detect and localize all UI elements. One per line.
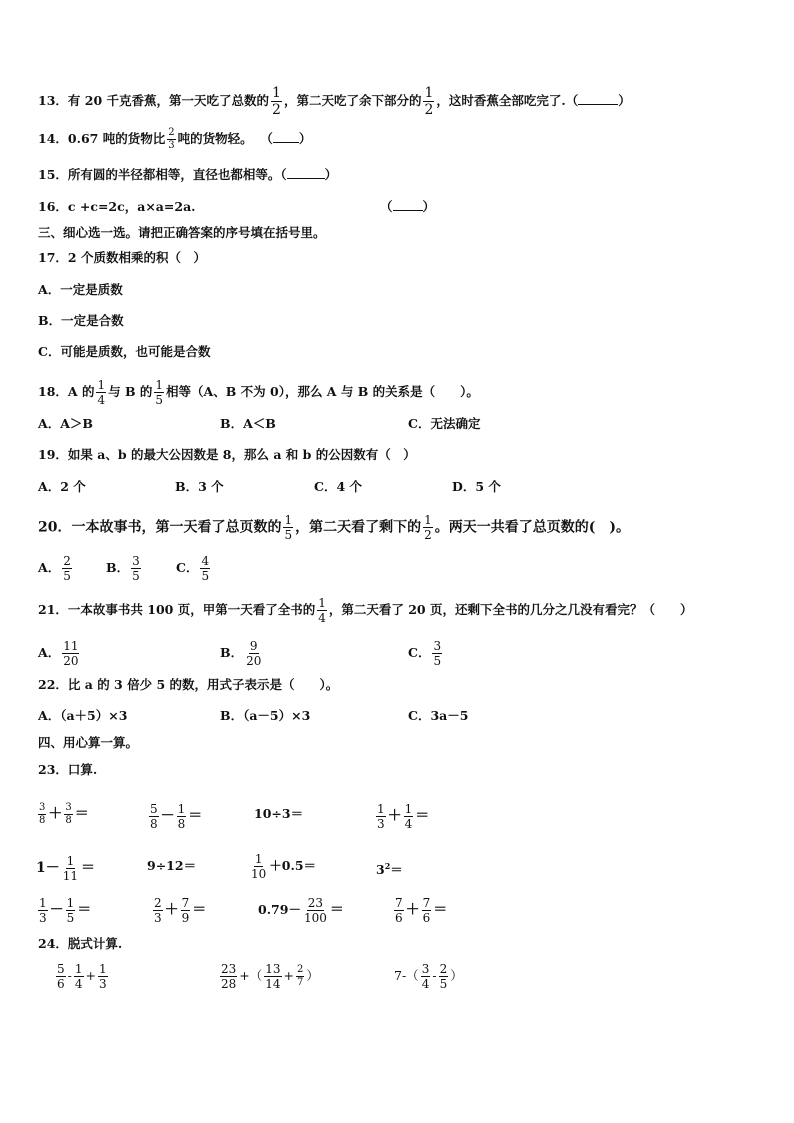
answer-blank[interactable]	[273, 131, 299, 143]
question-21: 21．一本故事书共 100 页，甲第一天看了全书的 $\frac{1}{4}$ ，第二天看了 20 页，还剩下全书的几分之几没有看完？（ ）	[38, 596, 693, 625]
question-number: 22．	[38, 677, 68, 692]
question-number: 15．	[38, 167, 68, 182]
mental-calc-item: $\frac{1}{3}$ － $\frac{1}{5}$ ＝	[39, 896, 92, 925]
answer-blank[interactable]	[578, 93, 618, 105]
section-4-heading: 四、用心算一算。	[38, 735, 139, 750]
fraction: $\frac{1}{2}$	[272, 85, 281, 118]
mental-calc-item: $\frac{5}{8}$ － $\frac{1}{8}$ ＝	[150, 802, 203, 831]
question-number: 19．	[38, 447, 68, 462]
fraction: $\frac{1}{2}$	[424, 513, 432, 542]
fraction: $\frac{1}{4}$	[97, 378, 106, 407]
question-number: 23．	[38, 762, 68, 777]
question-number: 21．	[38, 602, 68, 617]
fraction: $\frac{1}{5}$	[284, 513, 293, 542]
answer-blank[interactable]	[287, 167, 325, 179]
option-b[interactable]: B．（a－5）×3	[220, 708, 311, 723]
fraction: $\frac{1}{5}$	[155, 378, 164, 407]
mental-calc-item: $\frac{2}{3}$ ＋ $\frac{7}{9}$ ＝	[154, 896, 207, 925]
option-c[interactable]: C．3a－5	[408, 708, 469, 723]
option-a[interactable]: A．A＞B	[38, 416, 93, 431]
fraction: $\frac{9}{20}$	[246, 639, 262, 668]
option-a[interactable]: A．一定是质数	[38, 282, 123, 297]
option-b[interactable]: B． $\frac{9}{20}$	[220, 639, 262, 668]
fraction: $\frac{2}{3}$	[168, 127, 175, 151]
question-22: 22．比 a 的 3 倍少 5 的数，用式子表示是（ ）。	[38, 677, 339, 692]
question-number: 24．	[38, 936, 68, 951]
mental-calc-item: $\frac{1}{10}$ ＋0.5＝	[251, 852, 317, 881]
question-number: 20．	[38, 519, 72, 536]
question-17: 17．2 个质数相乘的积（ ）	[38, 250, 206, 265]
question-18: 18．A 的 $\frac{1}{4}$ 与 B 的 $\frac{1}{5}$ 相等（A、B 不为 0），那么 A 与 B 的关系是（ ）。	[38, 378, 479, 407]
question-24: 24．脱式计算.	[38, 936, 123, 951]
fraction: $\frac{1}{4}$	[318, 596, 326, 625]
option-b[interactable]: B．一定是合数	[38, 313, 124, 328]
option-a[interactable]: A．2 个	[38, 479, 86, 494]
option-c[interactable]: C． $\frac{4}{5}$	[176, 554, 210, 583]
fraction: $\frac{3}{5}$	[433, 639, 442, 668]
question-19: 19．如果 a、b 的最大公因数是 8，那么 a 和 b 的公因数有（ ）	[38, 447, 416, 462]
fraction: $\frac{4}{5}$	[201, 554, 210, 583]
fraction: $\frac{2}{5}$	[63, 554, 71, 583]
fraction: $\frac{11}{20}$	[63, 639, 79, 668]
answer-blank[interactable]	[393, 199, 423, 211]
option-c[interactable]: C． $\frac{3}{5}$	[408, 639, 442, 668]
mental-calc-item: $\frac{3}{8}$ ＋ $\frac{3}{8}$ ＝	[39, 802, 89, 826]
mental-calc-item: 0.79－ $\frac{23}{100}$ ＝	[258, 896, 344, 925]
question-15: 15．所有圆的半径都相等，直径也都相等。（ ）	[38, 167, 338, 182]
question-number: 13．	[38, 93, 68, 108]
mental-calc-item: 9÷12＝	[147, 858, 197, 873]
option-c[interactable]: C．可能是质数，也可能是合数	[38, 344, 211, 359]
calc-expression-1: $\frac{5}{6}$ - $\frac{1}{4}$ + $\frac{1}{3}$	[57, 962, 107, 991]
calc-expression-3: 7-（ $\frac{3}{4}$ - $\frac{2}{5}$ ）	[394, 962, 463, 991]
question-number: 14．	[38, 131, 68, 146]
mental-calc-item: $\frac{1}{3}$ ＋ $\frac{1}{4}$ ＝	[377, 802, 430, 831]
question-13: 13．有 20 千克香蕉，第一天吃了总数的 $\frac{1}{2}$ ，第二天吃了余下部分的 $\frac{1}{2}$ ，这时香蕉全部吃完了.（ ）	[38, 85, 631, 118]
question-number: 16．	[38, 199, 68, 214]
option-c[interactable]: C．4 个	[314, 479, 362, 494]
question-14: 14．0.67 吨的货物比 $\frac{2}{3}$ 吨的货物轻。 （ ）	[38, 127, 312, 151]
question-20: 20．一本故事书，第一天看了总页数的 $\frac{1}{5}$ ，第二天看了剩下的 $\frac{1}{2}$ 。两天一共看了总页数的( )。	[38, 513, 631, 542]
question-number: 17．	[38, 250, 68, 265]
question-16-answer: （ ）	[380, 199, 436, 214]
mental-calc-item: $\frac{7}{6}$ ＋ $\frac{7}{6}$ ＝	[395, 896, 448, 925]
section-3-heading: 三、细心选一选。请把正确答案的序号填在括号里。	[38, 225, 326, 240]
fraction: $\frac{1}{2}$	[424, 85, 434, 118]
option-b[interactable]: B．3 个	[175, 479, 224, 494]
option-a[interactable]: A．（a＋5）×3	[38, 708, 128, 723]
option-a[interactable]: A． $\frac{2}{5}$	[38, 554, 71, 583]
mental-calc-item: 10÷3＝	[254, 806, 304, 821]
question-16: 16．c +c=2c，a×a=2a.	[38, 199, 196, 214]
fraction: $\frac{3}{5}$	[132, 554, 140, 583]
option-d[interactable]: D．5 个	[452, 479, 501, 494]
option-a[interactable]: A． $\frac{11}{20}$	[38, 639, 79, 668]
mental-calc-item: $3^2=$	[376, 861, 403, 878]
mental-calc-item: 1－ $\frac{1}{11}$ ＝	[36, 854, 96, 883]
question-number: 18．	[38, 384, 68, 399]
option-b[interactable]: B． $\frac{3}{5}$	[106, 554, 140, 583]
option-b[interactable]: B．A＜B	[220, 416, 276, 431]
question-23: 23．口算.	[38, 762, 98, 777]
option-c[interactable]: C．无法确定	[408, 416, 481, 431]
calc-expression-2: $\frac{23}{28}$ +（ $\frac{13}{14}$ + $\frac{2}{7}$ ）	[221, 962, 319, 991]
